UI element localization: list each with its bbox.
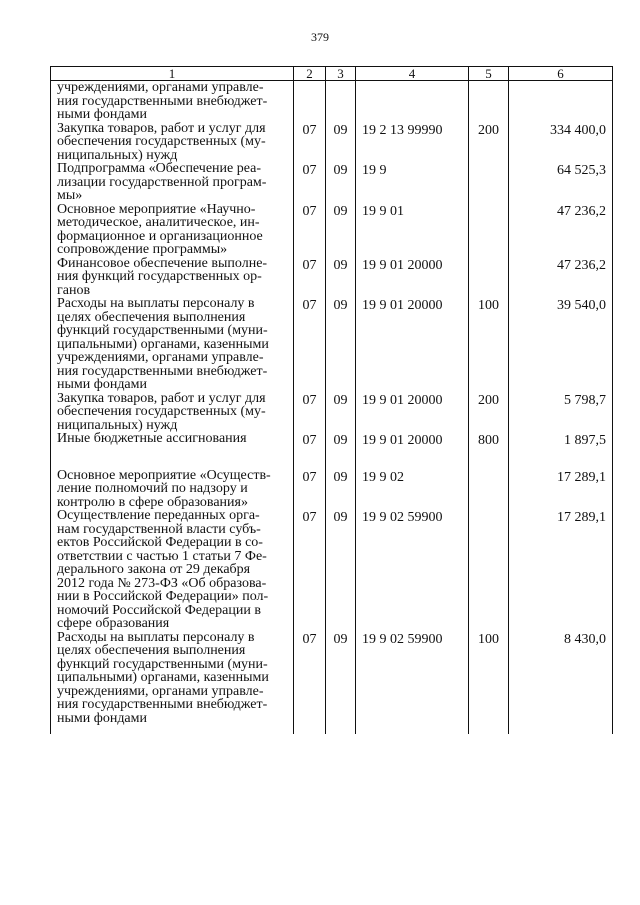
row-expense-type: 200 <box>469 392 509 433</box>
row-amount <box>509 81 613 122</box>
row-target-code: 19 9 01 <box>356 203 469 257</box>
row-target-code: 19 9 01 20000 <box>356 432 469 469</box>
row-name: Подпрограмма «Обеспечение реа- лизации государственной програм- мы» <box>51 162 294 203</box>
table-body <box>51 81 613 734</box>
row-section: 07 <box>294 162 326 203</box>
row-amount: 64 525,3 <box>509 162 613 203</box>
table-row <box>51 81 613 122</box>
row-amount: 17 289,1 <box>509 509 613 631</box>
table-row <box>51 392 613 433</box>
table-row <box>51 432 613 469</box>
row-section: 07 <box>294 203 326 257</box>
row-amount: 1 897,5 <box>509 432 613 469</box>
row-section: 07 <box>294 392 326 433</box>
row-name: Основное мероприятие «Научно- методическое, аналитическое, ин- формационное и организационное сопровождение программы» <box>51 203 294 257</box>
row-target-code: 19 9 02 59900 <box>356 509 469 631</box>
header-col-1: 1 <box>51 67 294 81</box>
table-row <box>51 257 613 298</box>
row-name: Закупка товаров, работ и услуг для обеспечения государственных (му- ниципальных) нужд <box>51 392 294 433</box>
row-subsection: 09 <box>326 509 356 631</box>
header-col-6: 6 <box>509 67 613 81</box>
row-expense-type <box>469 203 509 257</box>
row-section: 07 <box>294 257 326 298</box>
row-expense-type: 800 <box>469 432 509 469</box>
row-name: Финансовое обеспечение выполне- ния функций государственных ор- ганов <box>51 257 294 298</box>
row-section: 07 <box>294 297 326 392</box>
row-section: 07 <box>294 469 326 510</box>
row-name: учреждениями, органами управле- ния государственными внебюджет- ными фондами <box>51 81 294 122</box>
row-subsection: 09 <box>326 631 356 734</box>
row-amount: 8 430,0 <box>509 631 613 734</box>
row-name: Осуществление переданных орга- нам государственной власти субъ- ектов Российской Федерации в со- ответствии с частью 1 статьи 7 Фе- дерального закона от 29 декабря 2012 года № 273-ФЗ «Об образова- нии в Российской Федерации» пол- номочий Российской Федерации в сфере образования <box>51 509 294 631</box>
table-row <box>51 297 613 392</box>
row-amount: 47 236,2 <box>509 257 613 298</box>
row-name: Иные бюджетные ассигнования <box>51 432 294 469</box>
row-section: 07 <box>294 122 326 163</box>
row-amount: 17 289,1 <box>509 469 613 510</box>
row-expense-type: 200 <box>469 122 509 163</box>
row-amount: 47 236,2 <box>509 203 613 257</box>
table-row <box>51 631 613 734</box>
table-row <box>51 203 613 257</box>
table-row <box>51 469 613 510</box>
table-row <box>51 509 613 631</box>
row-target-code: 19 9 02 <box>356 469 469 510</box>
row-expense-type: 100 <box>469 297 509 392</box>
row-section <box>294 81 326 122</box>
row-amount: 334 400,0 <box>509 122 613 163</box>
row-section: 07 <box>294 509 326 631</box>
table-row <box>51 162 613 203</box>
row-target-code: 19 9 <box>356 162 469 203</box>
row-subsection: 09 <box>326 432 356 469</box>
row-expense-type: 100 <box>469 631 509 734</box>
row-target-code: 19 9 01 20000 <box>356 257 469 298</box>
budget-table <box>50 66 613 734</box>
header-col-3: 3 <box>326 67 356 81</box>
row-target-code <box>356 81 469 122</box>
row-subsection: 09 <box>326 392 356 433</box>
row-subsection: 09 <box>326 469 356 510</box>
row-subsection: 09 <box>326 297 356 392</box>
row-expense-type <box>469 469 509 510</box>
row-amount: 5 798,7 <box>509 392 613 433</box>
row-target-code: 19 9 01 20000 <box>356 392 469 433</box>
row-expense-type <box>469 81 509 122</box>
row-expense-type <box>469 257 509 298</box>
row-expense-type <box>469 509 509 631</box>
row-target-code: 19 2 13 99990 <box>356 122 469 163</box>
row-name: Расходы на выплаты персоналу в целях обеспечения выполнения функций государственными (муни- ципальными) органами, казенными учреждениями, органами управле- ния государственными внебюджет- ными фондами <box>51 631 294 734</box>
header-row <box>51 67 613 81</box>
row-subsection <box>326 81 356 122</box>
row-subsection: 09 <box>326 122 356 163</box>
row-subsection: 09 <box>326 203 356 257</box>
row-section: 07 <box>294 432 326 469</box>
row-amount: 39 540,0 <box>509 297 613 392</box>
row-name: Закупка товаров, работ и услуг для обеспечения государственных (му- ниципальных) нужд <box>51 122 294 163</box>
header-col-4: 4 <box>356 67 469 81</box>
row-target-code: 19 9 01 20000 <box>356 297 469 392</box>
page-number: 379 <box>311 30 329 44</box>
row-subsection: 09 <box>326 162 356 203</box>
table-row <box>51 122 613 163</box>
row-target-code: 19 9 02 59900 <box>356 631 469 734</box>
header-col-5: 5 <box>469 67 509 81</box>
row-name: Основное мероприятие «Осуществ- ление полномочий по надзору и контролю в сфере образования» <box>51 469 294 510</box>
row-subsection: 09 <box>326 257 356 298</box>
header-col-2: 2 <box>294 67 326 81</box>
row-name: Расходы на выплаты персоналу в целях обеспечения выполнения функций государственными (муни- ципальными) органами, казенными учреждениями, органами управле- ния государственными внебюджет- ными фондами <box>51 297 294 392</box>
row-section: 07 <box>294 631 326 734</box>
row-expense-type <box>469 162 509 203</box>
